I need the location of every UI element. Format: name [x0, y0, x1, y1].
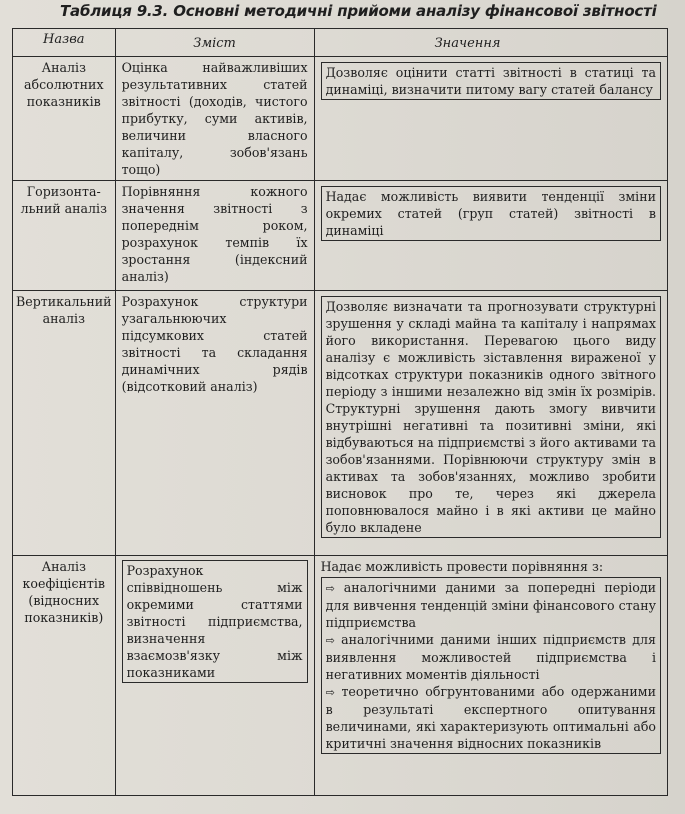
bullet-item: ⇨ теоретично обгрунтованими або одержаними в результаті експертного опитування величинами, які характеризують оптимальні або критичні значення відносних показників: [325, 684, 656, 751]
arrow-right-icon: ⇨: [325, 686, 335, 699]
header-meaning: Значення: [314, 29, 667, 57]
bullet-item: ⇨ аналогічними даними за попередні періоди для вивчення тенденцій зміни фінансового стану підприємства: [325, 580, 656, 630]
table-header-row: [13, 29, 668, 57]
bullet-item: ⇨ аналогічними даними інших підприємств для виявлення можливостей підприємства і негативних моментів діяльності: [325, 632, 656, 682]
row-content: Порівняння кожного значення звітності з попереднім роком, розрахунок темпів їх зростання (індексний аналіз): [115, 181, 314, 291]
meaning-box: Надає можливість виявити тенденції зміни окремих статей (груп статей) звітності в динаміці: [321, 186, 661, 241]
table-caption: Таблиця 9.3. Основні методичні прийоми аналізу фінансової звітності: [60, 2, 657, 20]
meaning-intro: Надає можливість провести порівняння з:: [320, 559, 604, 574]
table-row: [13, 57, 668, 181]
bullet-list: [321, 577, 661, 754]
row-name: Горизонта-льний аналіз: [13, 181, 116, 291]
content-box: Розрахунок співвідношень між окремими статтями звітності підприємства, визначення взаємозв'язку між показниками: [122, 560, 308, 683]
row-content: Розрахунок структури узагальнюючих підсумкових статей звітності та складання динамічних рядів (відсотковий аналіз): [115, 291, 314, 556]
row-name: Аналіз коефіцієнтів (відносних показників): [13, 556, 116, 796]
meaning-box: Дозволяє визначати та прогнозувати структурні зрушення у складі майна та капіталу і напрямах його використання. Перевагою цього виду аналізу є можливість зіставлення вираженої у відсотках структури показників одного звітного періоду з іншими незалежно від змін їх розмірів. Структурні зрушення дають змогу вивчити внутрішні негативні та позитивні зміни, які відбуваються на підприємстві з його активами та зобов'язаннями. Порівнюючи структуру змін в активах та зобов'язаннях, можливо зробити висновок про те, через які джерела поповнювалося майно і в які активи це майно було вкладене: [321, 296, 661, 538]
row-meaning: [314, 181, 667, 291]
header-content: Зміст: [115, 29, 314, 57]
table-row: [13, 291, 668, 556]
row-name: Аналіз абсолютних показників: [13, 57, 116, 181]
meaning-box: Дозволяє оцінити статті звітності в статиці та динаміці, визначити питому вагу статей балансу: [321, 62, 661, 100]
row-meaning: [314, 291, 667, 556]
row-meaning: [314, 556, 667, 796]
table-row: [13, 556, 668, 796]
arrow-right-icon: ⇨: [325, 634, 335, 647]
row-name: Вертикальний аналіз: [13, 291, 116, 556]
table-row: [13, 181, 668, 291]
methods-table: [12, 28, 668, 796]
row-content: Оцінка найважливіших результативних статей звітності (доходів, чистого прибутку, суми активів, величини власного капіталу, зобов'язань тощо): [115, 57, 314, 181]
row-meaning: [314, 57, 667, 181]
arrow-right-icon: ⇨: [325, 582, 335, 595]
row-content: [115, 556, 314, 796]
header-name: Назва: [13, 29, 116, 57]
